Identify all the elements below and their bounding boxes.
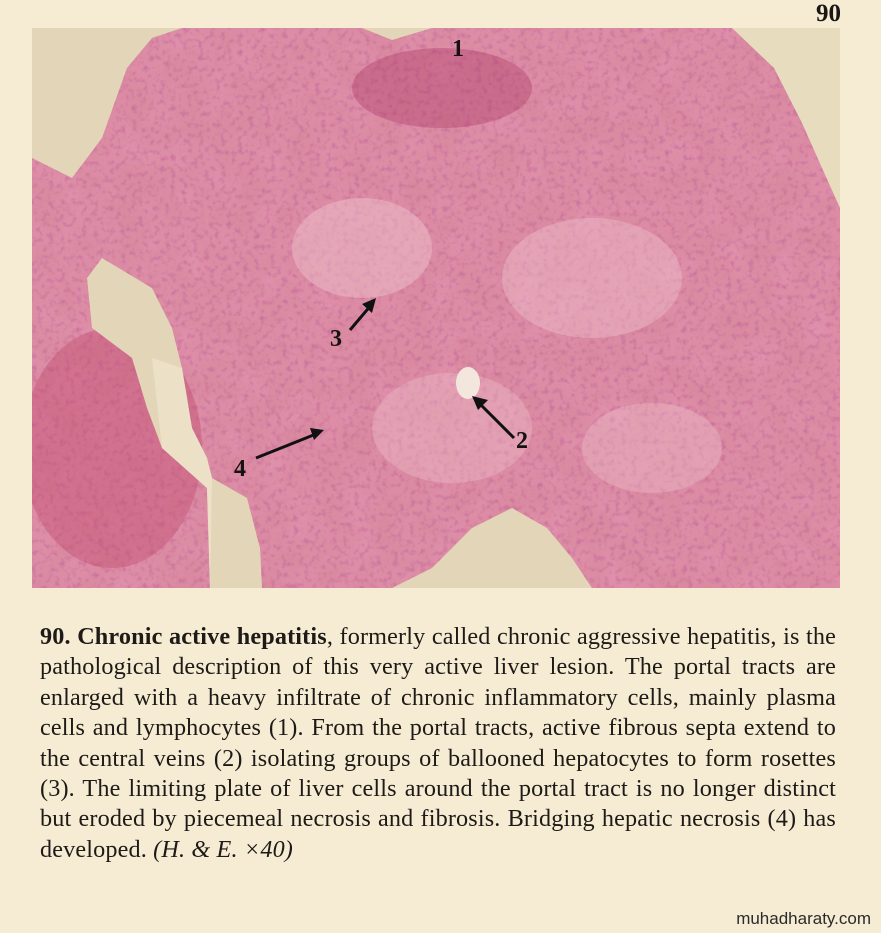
micrograph-image bbox=[32, 28, 840, 588]
caption-body: , formerly called chronic aggressive hepatitis, is the pathological description of this very active liver lesion. The portal tracts are enlarged with a heavy infiltrate of chronic inflammatory cells, mainly plasma cells and lymphocytes (1). From the portal tracts, active fibrous septa extend to the central veins (2) isolating groups of ballooned hepatocytes to form rosettes (3). The limiting plate of liver cells around the portal tract is no longer distinct but eroded by piecemeal necrosis and fibrosis. Bridging hepatic necrosis (4) has developed. bbox=[40, 623, 837, 863]
page-number: 90 bbox=[816, 0, 841, 27]
figure-caption bbox=[40, 622, 836, 865]
caption-number: 90. bbox=[40, 623, 71, 650]
stain-note: (H. & E. ×40) bbox=[153, 835, 294, 863]
caption-title: Chronic active hepatitis bbox=[77, 623, 327, 650]
label-2: 2 bbox=[516, 428, 528, 454]
watermark: muhadharaty.com bbox=[736, 909, 871, 928]
label-4: 4 bbox=[234, 456, 246, 482]
micrograph-figure bbox=[32, 28, 840, 588]
label-3: 3 bbox=[330, 326, 342, 352]
label-1: 1 bbox=[452, 36, 464, 62]
